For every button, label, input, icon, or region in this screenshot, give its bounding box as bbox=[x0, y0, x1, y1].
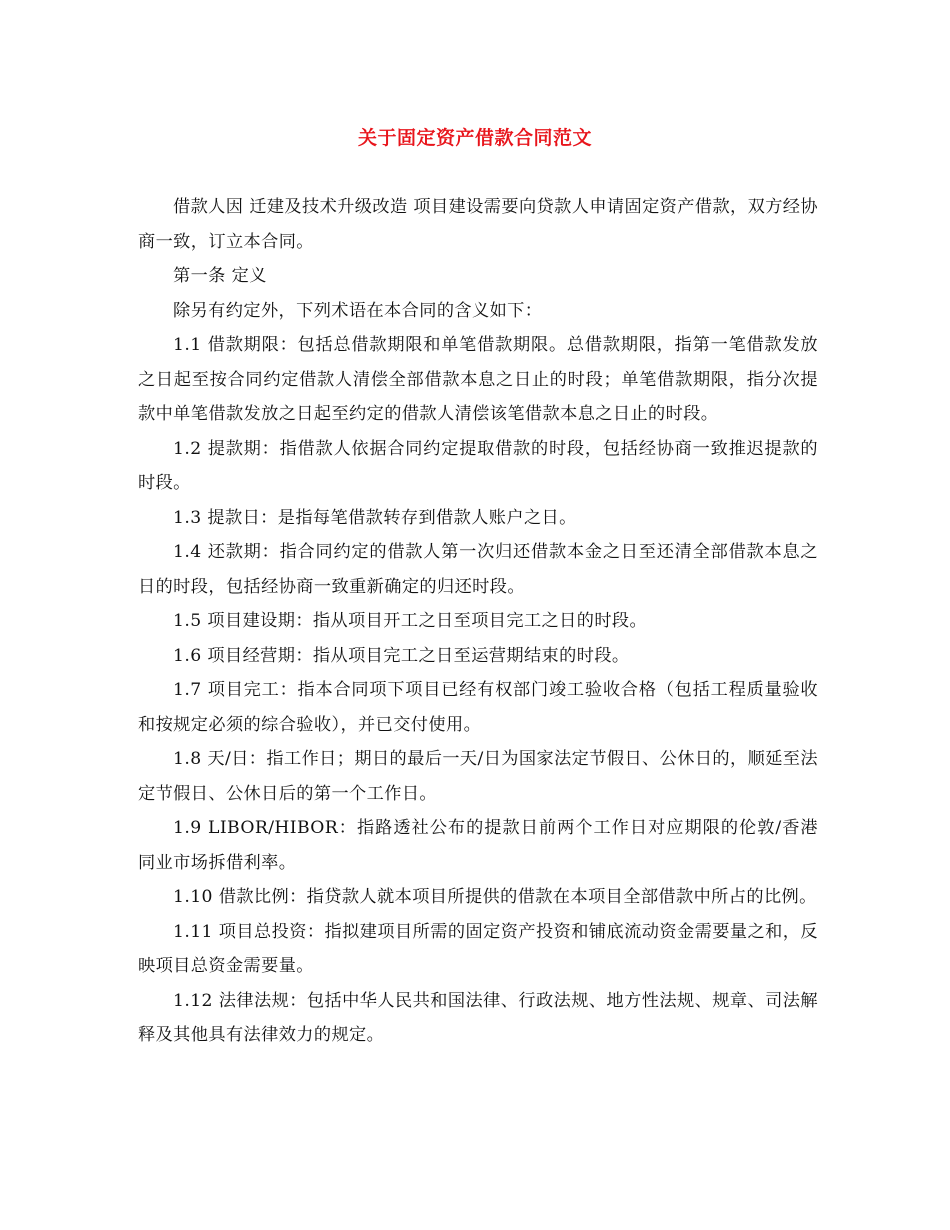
clause-1-1: 1.1 借款期限：包括总借款期限和单笔借款期限。总借款期限，指第一笔借款发放之日起至按合同约定借款人清偿全部借款本息之日止的时段；单笔借款期限，指分次提款中单笔借款发放之日起至约定的借款人清偿该笔借款本息之日止的时段。 bbox=[138, 335, 818, 424]
clause-1-10: 1.10 借款比例：指贷款人就本项目所提供的借款在本项目全部借款中所占的比例。 bbox=[173, 887, 817, 907]
section-heading-article-1: 第一条 定义 bbox=[173, 266, 267, 286]
clause-1-8: 1.8 天/日：指工作日；期日的最后一天/日为国家法定节假日、公休日的，顺延至法定节假日、公休日后的第一个工作日。 bbox=[138, 749, 818, 804]
clause-1-2: 1.2 提款期：指借款人依据合同约定提取借款的时段，包括经协商一致推迟提款的时段。 bbox=[138, 438, 818, 493]
clause-1-5: 1.5 项目建设期：指从项目开工之日至项目完工之日的时段。 bbox=[173, 611, 648, 631]
paragraph-intro: 借款人因 迁建及技术升级改造 项目建设需要向贷款人申请固定资产借款，双方经协商一致，订立本合同。 bbox=[138, 197, 818, 252]
document-title: 关于固定资产借款合同范文 bbox=[357, 127, 592, 149]
clause-1-7: 1.7 项目完工：指本合同项下项目已经有权部门竣工验收合格（包括工程质量验收和按规定必须的综合验收），并已交付使用。 bbox=[138, 680, 818, 735]
clause-1-9: 1.9 LIBOR/HIBOR：指路透社公布的提款日前两个工作日对应期限的伦敦/香港同业市场拆借利率。 bbox=[138, 818, 818, 873]
clause-1-6: 1.6 项目经营期：指从项目完工之日至运营期结束的时段。 bbox=[173, 645, 630, 666]
clause-1-3: 1.3 提款日：是指每笔借款转存到借款人账户之日。 bbox=[173, 507, 577, 528]
document-body bbox=[138, 190, 818, 1053]
clause-1-11: 1.11 项目总投资：指拟建项目所需的固定资产投资和铺底流动资金需要量之和，反映项目总资金需要量。 bbox=[138, 921, 818, 976]
paragraph-definitions-intro: 除另有约定外，下列术语在本合同的含义如下： bbox=[173, 300, 543, 321]
clause-1-12: 1.12 法律法规：包括中华人民共和国法律、行政法规、地方性法规、规章、司法解释及其他具有法律效力的规定。 bbox=[138, 990, 818, 1045]
clause-1-4: 1.4 还款期：指合同约定的借款人第一次归还借款本金之日至还清全部借款本息之日的时段，包括经协商一致重新确定的归还时段。 bbox=[138, 542, 818, 597]
